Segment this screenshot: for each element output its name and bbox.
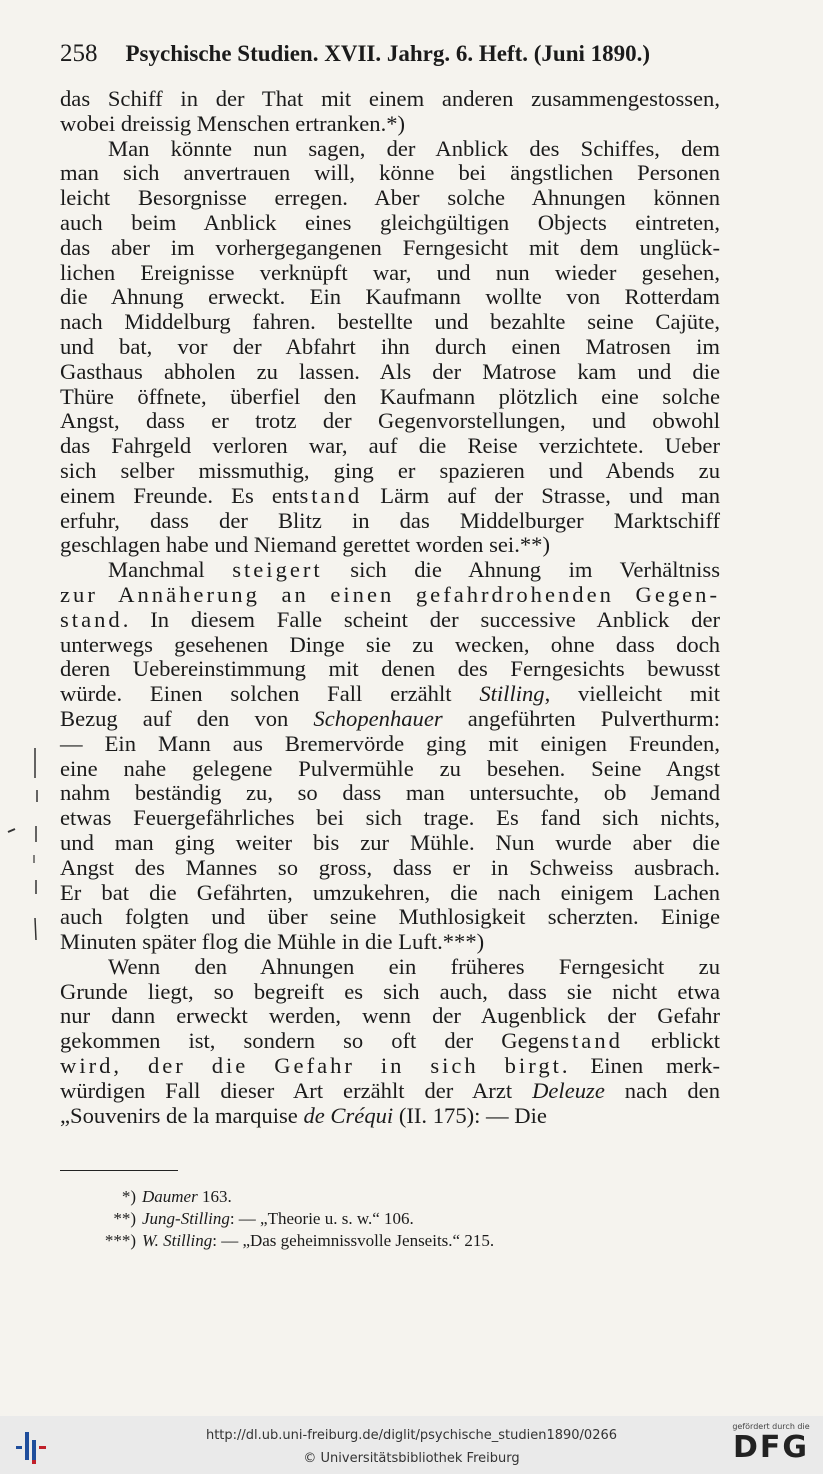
text-line: unterwegs gesehenen Dinge sie zu wecken, ohne dass doch	[60, 631, 720, 657]
text-line: Wenn den Ahnungen ein früheres Ferngesicht zu	[108, 953, 720, 979]
text-line: gekommen ist, sondern so oft der Gegenstand erblickt	[60, 1028, 720, 1054]
source-url[interactable]: http://dl.ub.uni-freiburg.de/diglit/psychische_studien1890/0266	[205, 1428, 618, 1443]
text-line: das aber im vorhergegangenen Ferngesicht mit dem unglück-	[60, 234, 720, 260]
footnote	[80, 1208, 680, 1230]
text-line: Gasthaus abholen zu lassen. Als der Matrose kam und die	[60, 358, 720, 384]
text-line: erfuhr, dass der Blitz in das Middelburger Marktschiff	[60, 507, 720, 533]
text-line: deren Uebereinstimmung mit denen des Ferngesichts bewusst	[60, 656, 720, 682]
copyright-notice: © Universitätsbibliothek Freiburg	[303, 1451, 520, 1466]
footnote-marker: **)	[113, 1209, 136, 1228]
text-line: und man ging weiter bis zur Mühle. Nun wurde aber die	[60, 829, 720, 855]
text-line: Angst des Mannes so gross, dass er in Schweiss ausbrach.	[60, 854, 720, 880]
text-line: auch beim Anblick eines gleichgültigen Objects eintreten,	[60, 209, 720, 235]
margin-pencil-marks	[0, 0, 60, 1000]
text-line: leicht Besorgnisse erregen. Aber solche Ahnungen können	[60, 185, 720, 211]
text-line: stand. In diesem Falle scheint der successive Anblick der	[60, 606, 720, 632]
text-line: man sich anvertrauen will, könne bei ängstlichen Personen	[60, 160, 720, 186]
text-line: einem Freunde. Es entstand Lärm auf der Strasse, und man	[60, 482, 720, 508]
footnote-rule	[60, 1170, 178, 1171]
footnote	[80, 1186, 680, 1208]
text-line: eine nahe gelegene Pulvermühle zu besehen. Seine Angst	[60, 755, 720, 781]
text-line: etwas Feuergefährliches bei sich trage. Es fand sich nichts,	[60, 805, 720, 831]
text-line: geschlagen habe und Niemand gerettet worden sei.**)	[60, 532, 550, 558]
text-line: nahm beständig zu, so dass man untersuchte, ob Jemand	[60, 780, 720, 806]
footnote-text: : — „Das geheimnissvolle Jenseits.“ 215.	[212, 1231, 495, 1250]
dfg-logo	[728, 1422, 814, 1468]
footnote-author: W. Stilling	[142, 1231, 213, 1250]
text-line: Angst, dass er trotz der Gegenvorstellungen, und obwohl	[60, 408, 720, 434]
dfg-tagline: gefördert durch die	[732, 1422, 810, 1431]
footnote-text: : — „Theorie u. s. w.“ 106.	[229, 1209, 414, 1228]
text-line: Grunde liegt, so begreift es sich auch, dass sie nicht etwa	[60, 978, 720, 1004]
text-line: würde. Einen solchen Fall erzählt Stilling, vielleicht mit	[60, 681, 721, 707]
text-line: lichen Ereignisse verknüpft war, und nun wieder gesehen,	[60, 259, 720, 285]
text-line: „Souvenirs de la marquise de Créqui (II. 175): — Die	[60, 1102, 547, 1128]
text-line: würdigen Fall dieser Art erzählt der Arzt Deleuze nach den	[60, 1077, 721, 1103]
footnote-marker: *)	[121, 1187, 136, 1206]
footnote	[80, 1230, 680, 1252]
running-title: Psychische Studien. XVII. Jahrg. 6. Heft. (Juni 1890.)	[125, 41, 651, 66]
dfg-wordmark: DFG	[732, 1430, 810, 1465]
text-line: Bezug auf den von Schopenhauer angeführten Pulverthurm:	[60, 705, 720, 731]
footnote-author: Jung-Stilling	[142, 1209, 230, 1228]
body-text	[60, 87, 720, 1128]
running-header	[60, 40, 720, 74]
footnote-text: 163.	[197, 1187, 232, 1206]
text-line: wird, der die Gefahr in sich birgt. Einen merk-	[60, 1053, 720, 1079]
text-line: Manchmal steigert sich die Ahnung im Verhältniss	[108, 557, 720, 583]
text-line: wobei dreissig Menschen ertranken.*)	[60, 110, 406, 136]
text-line: das Schiff in der That mit einem anderen zusammengestossen,	[60, 86, 720, 111]
text-line: zur Annäherung an einen gefahrdrohenden Gegen-	[60, 581, 720, 607]
text-line: Man könnte nun sagen, der Anblick des Schiffes, dem	[108, 135, 720, 161]
text-line: Minuten später flog die Mühle in die Luft.***)	[60, 929, 485, 955]
text-line: nach Middelburg fahren. bestellte und bezahlte seine Cajüte,	[60, 309, 720, 335]
footnotes	[80, 1186, 680, 1252]
text-line: die Ahnung erweckt. Ein Kaufmann wollte von Rotterdam	[60, 284, 720, 310]
text-line: und bat, vor der Abfahrt ihn durch einen Matrosen im	[60, 333, 720, 359]
text-line: — Ein Mann aus Bremervörde ging mit einigen Freunden,	[60, 730, 720, 756]
text-line: Thüre öffnete, überfiel den Kaufmann plötzlich eine solche	[60, 383, 720, 409]
page-number: 258	[60, 40, 98, 67]
footnote-marker: ***)	[104, 1231, 136, 1250]
text-line: nur dann erweckt werden, wenn der Augenblick der Gefahr	[60, 1003, 720, 1029]
text-line: auch folgten und über seine Muthlosigkeit scherzten. Einige	[60, 904, 720, 930]
footnote-author: Daumer	[142, 1187, 198, 1206]
text-line: sich selber missmuthig, ging er spazieren und Abends zu	[60, 457, 720, 483]
text-line: das Fahrgeld verloren war, auf die Reise verzichtete. Ueber	[60, 433, 720, 459]
text-line: Er bat die Gefährten, umzukehren, die nach einigem Lachen	[60, 879, 720, 905]
library-footer	[0, 1416, 823, 1474]
